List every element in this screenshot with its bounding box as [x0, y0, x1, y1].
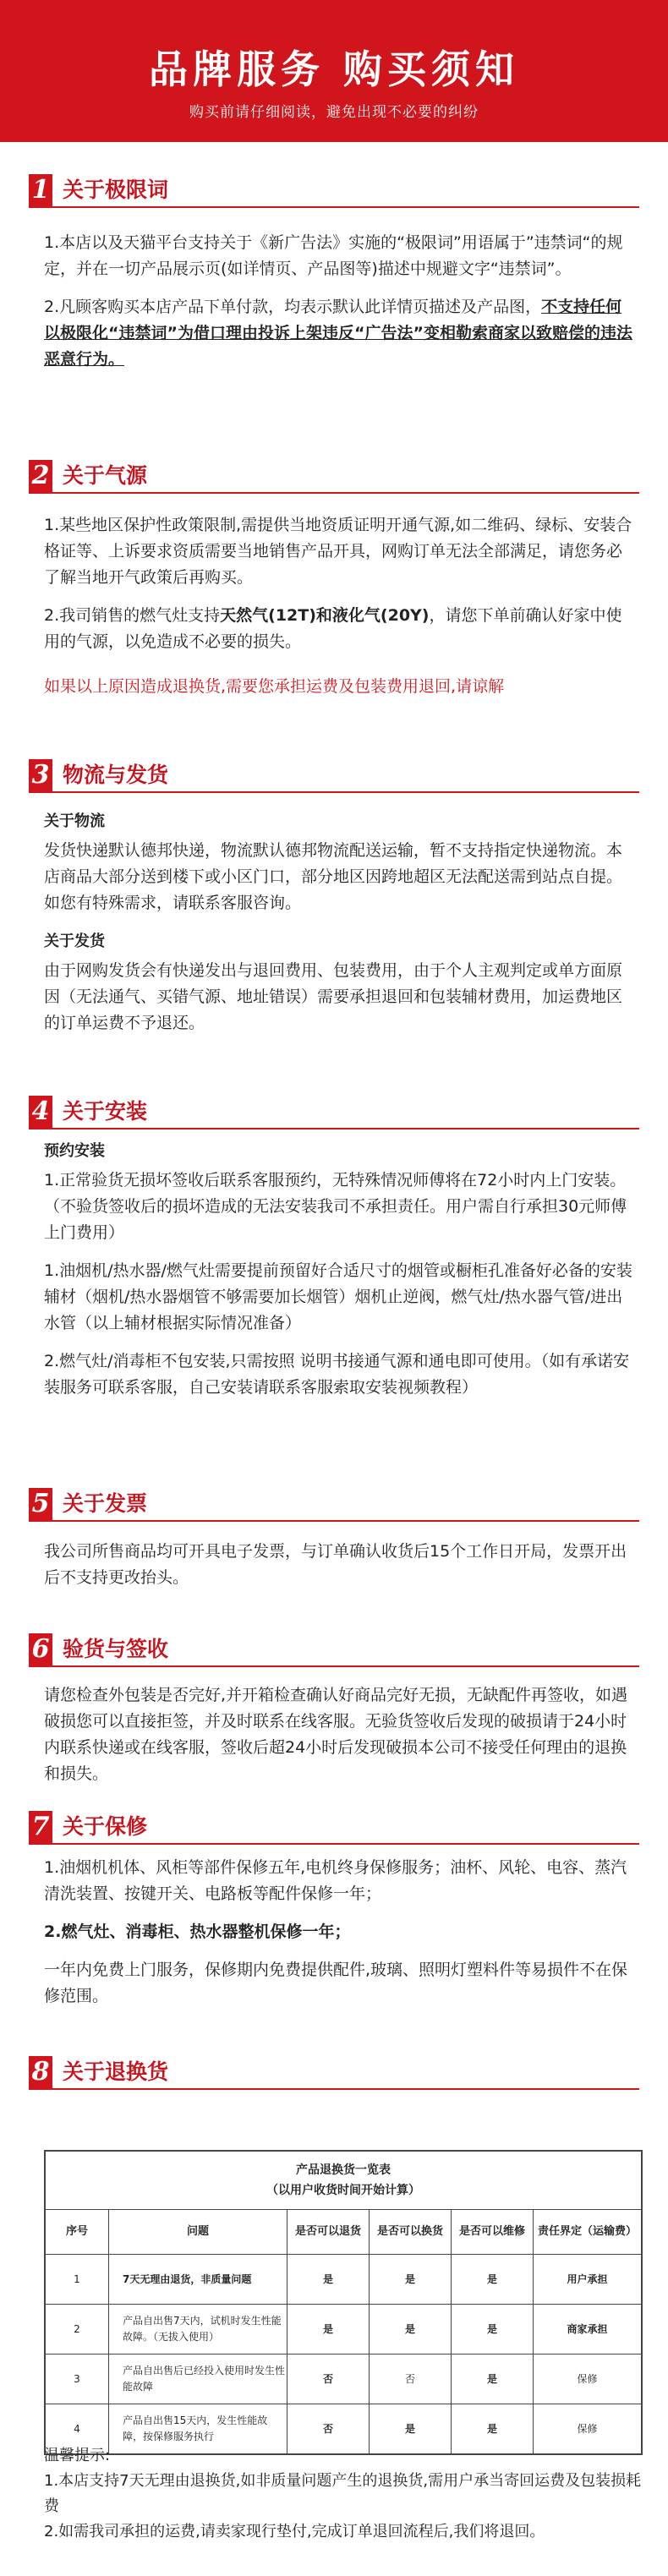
note-item: 1.本店支持7天无理由退换货,如非质量问题产生的退换货,需用户承当寄回运费及包装损耗费	[44, 2472, 642, 2515]
section-number-badge: 4	[29, 1096, 52, 1128]
section-body-4	[44, 1138, 636, 1413]
table-cell: 1	[46, 2255, 109, 2305]
note-item: 2.如需我司承担的运费,请卖家现行垫付,完成订单退回流程后,我们将退回。	[44, 2523, 545, 2540]
table-title	[46, 2152, 642, 2210]
text-span: ，请您下单前确认好家中使用的气源，以免造成不必要的损失。	[44, 606, 622, 651]
table-cell: 是	[370, 2305, 452, 2354]
section-number-badge: 7	[29, 1811, 52, 1843]
table-cell: 用户承担	[534, 2255, 642, 2305]
paragraph: 1.油烟机/热水器/燃气灶需要提前预留好合适尺寸的烟管或橱柜孔准备好必备的安装辅材（烟机/热水器烟管不够需要加长烟管）烟机止逆阀，燃气灶/热水器气管/进出水管（以上辅材根据实际情况准备）	[44, 1261, 632, 1332]
section-divider	[29, 1520, 639, 1522]
subheading: 关于物流	[44, 812, 105, 830]
page-title: 品牌服务 购买须知	[148, 46, 519, 92]
paragraph: 2.燃气灶、消毒柜、热水器整机保修一年；	[44, 1922, 351, 1941]
paragraph: 请您检查外包装是否完好,并开箱检查确认好商品完好无损，无缺配件再签收，如遇破损您可以直接拒签，并及时联系在线客服。无验货签收后发现的破损请于24小时内联系快递或在线客服，签收后超24小时后发现破损本公司不接受任何理由的退换和损失。	[44, 1686, 628, 1783]
section-header-6	[29, 1633, 639, 1667]
column-header: 是否可以换货	[370, 2210, 452, 2255]
section-body-5	[44, 1539, 636, 1603]
paragraph: 1.某些地区保护性政策限制,需提供当地资质证明开通气源,如二维码、绿标、安装合格证等、上诉要求资质需要当地销售产品开具，网购订单无法全部满足，请您务必了解当地开气政策后再购买。	[44, 516, 632, 587]
table-row	[46, 2354, 642, 2404]
section-header-7	[29, 1811, 639, 1845]
table-title-line: 产品退换货一览表	[296, 2163, 391, 2177]
table-cell: 是	[452, 2255, 534, 2305]
section-title: 关于极限词	[63, 178, 169, 202]
section-header-8	[29, 2056, 639, 2090]
section-number-badge: 2	[29, 460, 52, 492]
section-number-badge: 3	[29, 759, 52, 791]
column-header: 责任界定（运输费）	[534, 2210, 642, 2255]
footer-notes	[44, 2443, 653, 2545]
table-cell: 产品自出售后已经投入使用时发生性能故障	[109, 2354, 287, 2404]
paragraph	[44, 603, 636, 655]
table-cell: 保修	[534, 2404, 642, 2454]
section-title: 关于气源	[63, 463, 148, 488]
subheading: 关于发货	[44, 933, 105, 950]
section-title: 关于保修	[63, 1814, 148, 1839]
section-title: 关于退换货	[63, 2059, 169, 2084]
section-header-1	[29, 174, 639, 208]
section-divider	[29, 492, 639, 494]
table-cell: 是	[452, 2305, 534, 2354]
table-row	[46, 2255, 642, 2305]
emphasis-text: 天然气(12T)和液化气(20Y)	[220, 606, 430, 625]
section-number-badge: 8	[29, 2056, 52, 2088]
section-divider	[29, 206, 639, 208]
column-header: 是否可以退货	[287, 2210, 370, 2255]
table-cell: 保修	[534, 2354, 642, 2404]
notes-heading: 温馨提示:	[44, 2447, 111, 2464]
paragraph: 由于网购发货会有快递发出与退回费用、包装费用，由于个人主观判定或单方面原因（无法通气、买错气源、地址错误）需要承担退回和包装辅材费用，加运费地区的订单运费不予退还。	[44, 961, 623, 1032]
table-cell: 是	[370, 2255, 452, 2305]
table-cell: 2	[46, 2305, 109, 2354]
text-span: 2.我司销售的燃气灶支持	[44, 606, 221, 625]
section-header-4	[29, 1096, 639, 1129]
section-divider	[29, 791, 639, 793]
table-cell: 产品自出售15天内，发生性能故障，按保修服务执行	[109, 2404, 287, 2454]
return-policy-table	[44, 2150, 643, 2455]
page-subtitle: 购买前请仔细阅读，避免出现不必要的纠纷	[189, 104, 479, 121]
section-header-2	[29, 460, 639, 494]
table-cell: 商家承担	[534, 2305, 642, 2354]
table-cell: 是	[287, 2305, 370, 2354]
section-divider	[29, 1665, 639, 1667]
paragraph: 1.本店以及天猫平台支持关于《新广告法》实施的“极限词”用语属于”违禁词“的规定，并在一切产品展示页(如详情页、产品图等)描述中规避文字“违禁词”。	[44, 233, 623, 278]
column-header: 序号	[46, 2210, 109, 2255]
section-body-2	[44, 512, 636, 712]
table-cell: 是	[287, 2255, 370, 2305]
emphasis-text: 不支持任何以极限化“违禁词”为借口理由投诉上架违反“广告法”变相勒索商家以致赔偿的违法恶意行为。	[44, 298, 632, 369]
section-title: 关于安装	[63, 1099, 148, 1124]
section-title: 验货与签收	[63, 1637, 169, 1661]
paragraph: 1.正常验货无损坏签收后联系客服预约，无特殊情况师傅将在72小时内上门安装。（不验货签收后的损坏造成的无法安装我司不承担责任。用户需自行承担30元师傅上门费用）	[44, 1171, 627, 1242]
section-divider	[29, 2088, 639, 2090]
table-cell: 否	[287, 2404, 370, 2454]
table-cell: 7天无理由退货，非质量问题	[109, 2255, 287, 2305]
text-span: 2.凡顾客购买本店产品下单付款，均表示默认此详情页描述及产品图，	[44, 298, 542, 316]
section-title: 物流与发货	[63, 763, 169, 787]
paragraph: 2.燃气灶/消毒柜不包安装,只需按照 说明书接通气源和通电即可使用。（如有承诺安装服务可联系客服，自己安装请联系客服索取安装视频教程）	[44, 1352, 630, 1397]
table-cell: 否	[370, 2354, 452, 2404]
paragraph: 发货快递默认德邦快递，物流默认德邦物流配送运输，暂不支持指定快递物流。本店商品大部分送到楼下或小区门口，部分地区因跨地超区无法配送需到站点自提。如您有特殊需求，请联系客服咨询。	[44, 841, 623, 912]
section-number-badge: 1	[29, 174, 52, 206]
paragraph: 一年内免费上门服务，保修期内免费提供配件,玻璃、照明灯塑料件等易损件不在保修范围。	[44, 1961, 628, 2005]
table-cell: 是	[370, 2404, 452, 2454]
section-body-7	[44, 1855, 636, 2021]
section-divider	[29, 1843, 639, 1845]
table-cell: 产品自出售7天内，试机时发生性能故障。（无拔入使用）	[109, 2305, 287, 2354]
section-header-3	[29, 759, 639, 793]
table-cell: 是	[452, 2354, 534, 2404]
section-number-badge: 5	[29, 1488, 52, 1520]
column-header: 是否可以维修	[452, 2210, 534, 2255]
column-header: 问题	[109, 2210, 287, 2255]
section-body-1	[44, 230, 636, 385]
section-number-badge: 6	[29, 1633, 52, 1665]
table-cell: 是	[452, 2404, 534, 2454]
section-title: 关于发票	[63, 1491, 148, 1516]
paragraph	[44, 294, 636, 373]
notice-text: 如果以上原因造成退换货,需要您承担运费及包装费用退回,请谅解	[44, 677, 505, 696]
paragraph: 我公司所售商品均可开具电子发票，与订单确认收货后15个工作日开局，发票开出后不支持更改抬头。	[44, 1542, 627, 1587]
section-divider	[29, 1128, 639, 1129]
section-header-5	[29, 1488, 639, 1522]
paragraph: 1.油烟机机体、风柜等部件保修五年,电机终身保修服务；油杯、风轮、电容、蒸汽清洗装置、按键开关、电路板等配件保修一年；	[44, 1858, 627, 1903]
table-cell: 4	[46, 2404, 109, 2454]
table-cell: 3	[46, 2354, 109, 2404]
subheading: 预约安装	[44, 1142, 105, 1160]
table-row	[46, 2305, 642, 2354]
table-cell: 否	[287, 2354, 370, 2404]
header-banner	[0, 0, 668, 142]
section-body-3	[44, 808, 636, 1048]
table-title-line: （以用户收货时间开始计算）	[266, 2184, 420, 2197]
section-body-6	[44, 1682, 636, 1799]
